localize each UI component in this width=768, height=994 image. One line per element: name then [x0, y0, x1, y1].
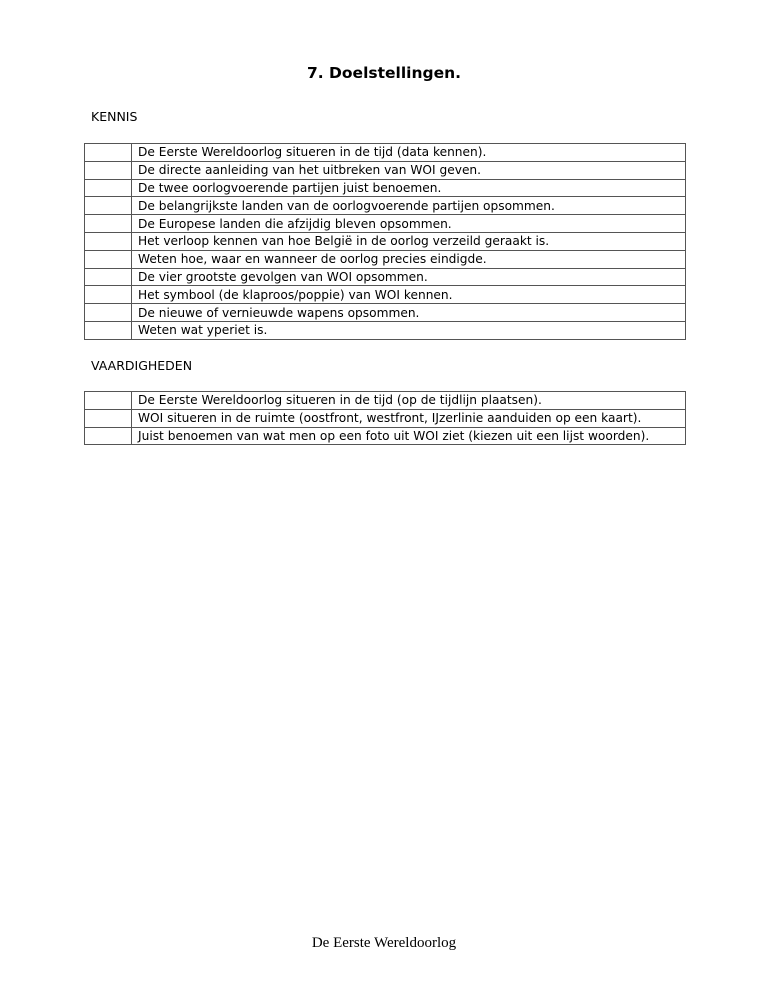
objective-text: Het verloop kennen van hoe België in de oorlog verzeild geraakt is.: [132, 232, 686, 250]
vaardigheden-objectives-table: [84, 391, 686, 445]
table-row: [85, 215, 686, 233]
page-title: 7. Doelstellingen.: [306, 64, 462, 82]
table-row: [85, 232, 686, 250]
objective-text: De Eerste Wereldoorlog situeren in de tijd (op de tijdlijn plaatsen).: [132, 392, 686, 410]
table-row: [85, 286, 686, 304]
table-row: [85, 179, 686, 197]
table-row: [85, 304, 686, 322]
page-footer: De Eerste Wereldoorlog: [311, 935, 457, 951]
objective-text: Weten wat yperiet is.: [132, 321, 686, 339]
check-cell[interactable]: [85, 304, 132, 322]
objective-text: De twee oorlogvoerende partijen juist benoemen.: [132, 179, 686, 197]
objective-text: De directe aanleiding van het uitbreken van WOI geven.: [132, 161, 686, 179]
table-row: [85, 268, 686, 286]
kennis-objectives-table: [84, 143, 686, 340]
check-cell[interactable]: [85, 179, 132, 197]
objective-text: WOI situeren in de ruimte (oostfront, westfront, IJzerlinie aanduiden op een kaart).: [132, 409, 686, 427]
objective-text: Weten hoe, waar en wanneer de oorlog precies eindigde.: [132, 250, 686, 268]
check-cell[interactable]: [85, 144, 132, 162]
check-cell[interactable]: [85, 409, 132, 427]
check-cell[interactable]: [85, 215, 132, 233]
check-cell[interactable]: [85, 250, 132, 268]
table-row: [85, 144, 686, 162]
check-cell[interactable]: [85, 392, 132, 410]
table-row: [85, 161, 686, 179]
table-row: [85, 392, 686, 410]
table-row: [85, 427, 686, 445]
objective-text: De nieuwe of vernieuwde wapens opsommen.: [132, 304, 686, 322]
check-cell[interactable]: [85, 232, 132, 250]
table-row: [85, 321, 686, 339]
objective-text: De vier grootste gevolgen van WOI opsommen.: [132, 268, 686, 286]
check-cell[interactable]: [85, 427, 132, 445]
check-cell[interactable]: [85, 321, 132, 339]
check-cell[interactable]: [85, 197, 132, 215]
table-row: [85, 197, 686, 215]
table-row: [85, 409, 686, 427]
objective-text: Juist benoemen van wat men op een foto uit WOI ziet (kiezen uit een lijst woorden).: [132, 427, 686, 445]
section-label-vaardigheden: VAARDIGHEDEN: [91, 358, 193, 373]
check-cell[interactable]: [85, 161, 132, 179]
table-row: [85, 250, 686, 268]
objective-text: De Europese landen die afzijdig bleven opsommen.: [132, 215, 686, 233]
check-cell[interactable]: [85, 268, 132, 286]
section-label-kennis: KENNIS: [91, 109, 138, 124]
objective-text: Het symbool (de klaproos/poppie) van WOI kennen.: [132, 286, 686, 304]
check-cell[interactable]: [85, 286, 132, 304]
objective-text: De Eerste Wereldoorlog situeren in de tijd (data kennen).: [132, 144, 686, 162]
objective-text: De belangrijkste landen van de oorlogvoerende partijen opsommen.: [132, 197, 686, 215]
